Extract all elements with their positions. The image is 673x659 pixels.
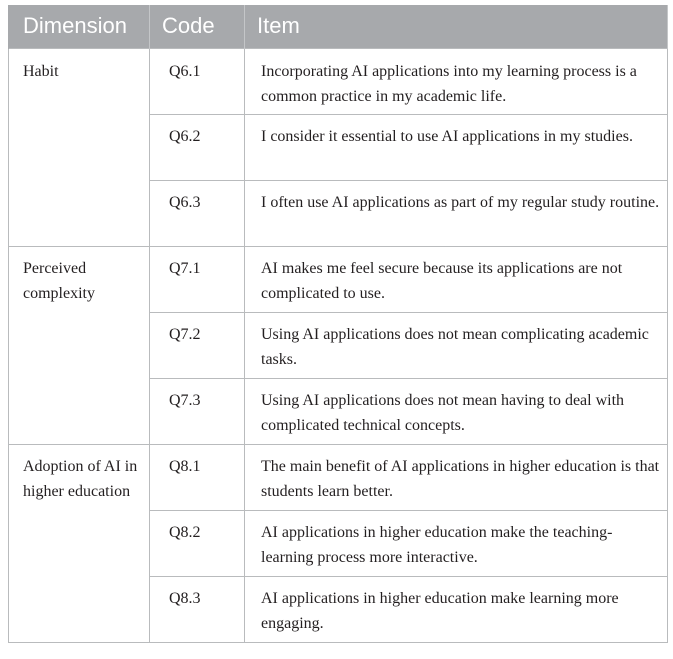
item-cell: AI applications in higher education make the teaching-learning process more interactive. [245,510,668,576]
dimension-cell-habit: Habit [9,48,150,246]
code-cell: Q8.1 [150,444,245,510]
code-cell: Q7.2 [150,312,245,378]
item-cell: I consider it essential to use AI applications in my studies. [245,114,668,180]
header-item: Item [245,5,668,48]
table-row [9,246,668,312]
header-dimension: Dimension [9,5,150,48]
code-cell: Q6.2 [150,114,245,180]
table-body [9,48,668,642]
item-cell: Incorporating AI applications into my learning process is a common practice in my academic life. [245,48,668,114]
table-header [9,5,668,48]
code-cell: Q7.3 [150,378,245,444]
item-cell: AI applications in higher education make learning more engaging. [245,576,668,642]
header-row [9,5,668,48]
header-code: Code [150,5,245,48]
item-cell: Using AI applications does not mean complicating academic tasks. [245,312,668,378]
table-row [9,48,668,114]
table-row [9,444,668,510]
item-cell: Using AI applications does not mean having to deal with complicated technical concepts. [245,378,668,444]
item-cell: AI makes me feel secure because its applications are not complicated to use. [245,246,668,312]
dimension-cell-perceived-complexity: Perceived complexity [9,246,150,444]
survey-items-table [8,5,668,643]
code-cell: Q6.1 [150,48,245,114]
survey-items-table-container [8,5,667,643]
code-cell: Q7.1 [150,246,245,312]
code-cell: Q8.2 [150,510,245,576]
dimension-cell-adoption: Adoption of AI in higher education [9,444,150,642]
code-cell: Q6.3 [150,180,245,246]
item-cell: The main benefit of AI applications in higher education is that students learn better. [245,444,668,510]
code-cell: Q8.3 [150,576,245,642]
item-cell: I often use AI applications as part of my regular study routine. [245,180,668,246]
